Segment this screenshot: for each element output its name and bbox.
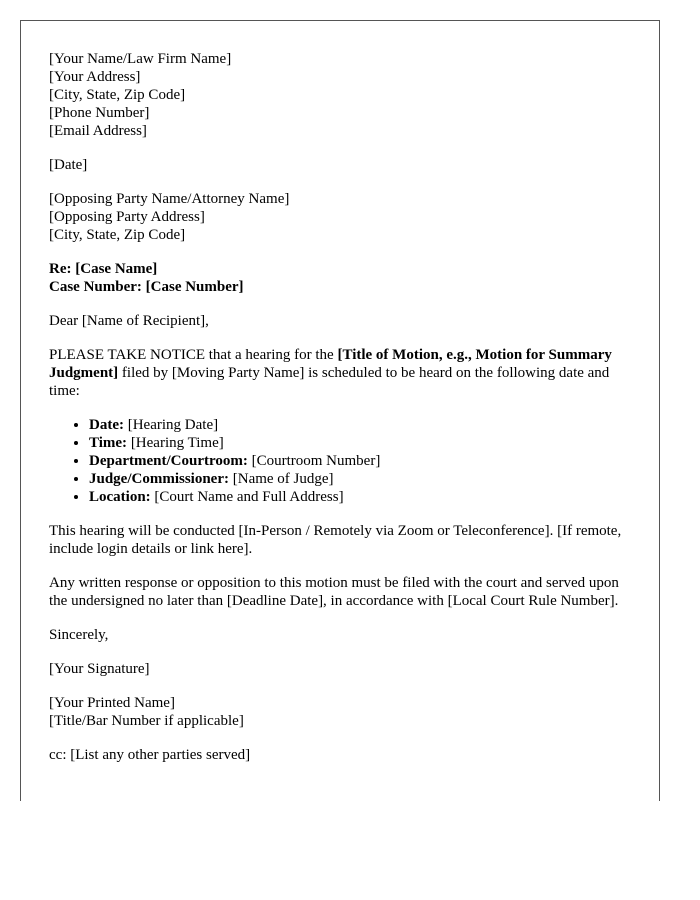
- sender-address: [Your Address]: [49, 69, 141, 85]
- response-paragraph: Any written response or opposition to this motion must be filed with the court and served upon the undersigned no later than [Deadline Date], in accordance with [Local Court Rule Number].: [49, 575, 619, 609]
- recipient-block: [49, 190, 631, 244]
- case-name: [Case Name]: [75, 261, 158, 277]
- list-item: [89, 452, 631, 470]
- conducted-paragraph: This hearing will be conducted [In-Person / Remotely via Zoom or Teleconference]. [If remote, include login details or link here].: [49, 523, 622, 557]
- detail-value: [Name of Judge]: [229, 471, 334, 487]
- recipient-name: [Opposing Party Name/Attorney Name]: [49, 191, 290, 207]
- list-item: [89, 416, 631, 434]
- list-item: [89, 470, 631, 488]
- case-number-line: [49, 278, 631, 296]
- detail-value: [Courtroom Number]: [247, 453, 381, 469]
- closing: Sincerely,: [49, 627, 109, 643]
- list-item: [89, 488, 631, 506]
- detail-label: Location:: [89, 489, 151, 505]
- detail-label: Judge/Commissioner:: [89, 471, 229, 487]
- detail-label: Date:: [89, 417, 124, 433]
- list-item: [89, 434, 631, 452]
- date-block: [49, 156, 631, 174]
- salutation: Dear [Name of Recipient],: [49, 313, 209, 329]
- printed-name-block: [49, 694, 631, 730]
- re-label: Re:: [49, 261, 72, 277]
- detail-label: Time:: [89, 435, 128, 451]
- recipient-address: [Opposing Party Address]: [49, 209, 205, 225]
- cc-line: cc: [List any other parties served]: [49, 747, 251, 763]
- title-bar-number: [Title/Bar Number if applicable]: [49, 713, 244, 729]
- letter-date: [Date]: [49, 157, 88, 173]
- detail-value: [Hearing Time]: [127, 435, 224, 451]
- reference-block: [49, 260, 631, 296]
- detail-value: [Court Name and Full Address]: [150, 489, 344, 505]
- hearing-details-list: [49, 416, 631, 506]
- detail-label: Department/Courtroom:: [89, 453, 248, 469]
- sender-name: [Your Name/Law Firm Name]: [49, 51, 232, 67]
- notice-paragraph: [49, 346, 631, 400]
- notice-tail: filed by [Moving Party Name] is scheduled to be heard on the following date and time:: [49, 365, 610, 399]
- case-name-line: [49, 260, 631, 278]
- case-number-label: Case Number:: [49, 279, 142, 295]
- printed-name: [Your Printed Name]: [49, 695, 175, 711]
- detail-value: [Hearing Date]: [123, 417, 219, 433]
- motion-title: [Title of Motion, e.g., Motion for Summary Judgment]: [49, 347, 612, 381]
- sender-block: [49, 50, 631, 140]
- sender-phone: [Phone Number]: [49, 105, 150, 121]
- case-number: [Case Number]: [145, 279, 244, 295]
- sender-email: [Email Address]: [49, 123, 147, 139]
- sender-city: [City, State, Zip Code]: [49, 87, 186, 103]
- recipient-city: [City, State, Zip Code]: [49, 227, 186, 243]
- notice-lead: PLEASE TAKE NOTICE that a hearing for the: [49, 347, 338, 363]
- letter-page: [20, 20, 660, 801]
- signature: [Your Signature]: [49, 661, 150, 677]
